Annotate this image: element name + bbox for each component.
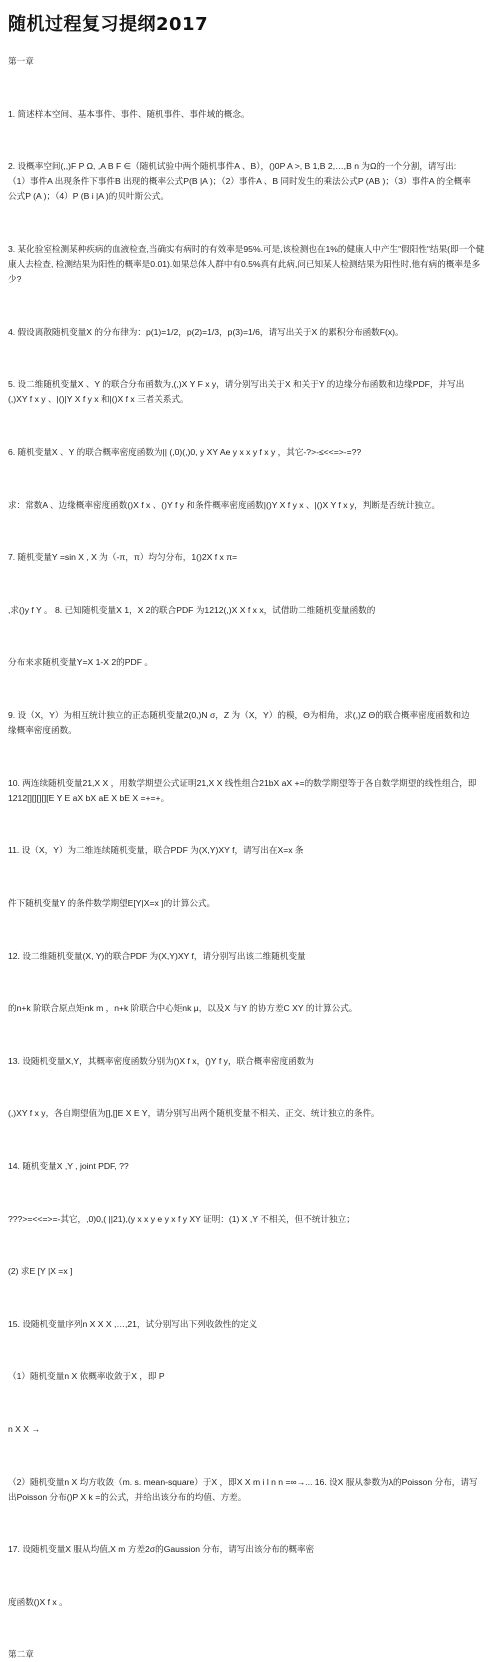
text-line: 少? [8,274,22,285]
document-title: 随机过程复习提纲2017 [8,14,209,35]
line-spacer [8,634,494,640]
text-line: 求：常数A 、边缘概率密度函数()X f x 、()Y f y 和条件概率密度函数|()Y X f y x 、|()X Y f x y，判断是否统计独立。 [8,499,441,510]
text-line: (,)XY f x y，各自期望值为[],[]E X E Y，请分别写出两个随机变量不相关、正交、统计独立的条件。 [8,1108,380,1119]
line-spacer [8,303,494,309]
text-line: 4. 假设离散随机变量X 的分布律为：p(1)=1/2，p(2)=1/3，p(3)=1/6，请写出关于X 的累积分布函数F(x)。 [8,326,404,337]
line-spacer [8,424,494,430]
text-line: 15. 设随机变量序列n X X X ,…,21，试分别写出下列收敛性的定义 [8,1318,258,1329]
text-line: 13. 设随机变量X,Y，其概率密度函数分别为()X f x，()Y f y，联合概率密度函数为 [8,1055,314,1066]
text-line: 1212[][][][][E Y E aX bX aE X bE X =+=+。 [8,792,170,803]
text-line: n X X → [8,1423,40,1434]
text-line: 1. 简述样本空间、基本事件、事件、随机事件、事件域的概念。 [8,108,250,119]
document-body [8,54,494,1662]
text-line: ,求()y f Y 。 8. 已知随机变量X 1，X 2的联合PDF 为1212(,)X X f x x，试借助二维随机变量函数的 [8,604,376,615]
line-spacer [8,1348,494,1354]
line-spacer [8,1521,494,1527]
text-line: 14. 随机变量X ,Y , joint PDF, ?? [8,1160,129,1171]
line-spacer [8,687,494,693]
line-spacer [8,822,494,828]
text-line: (,)XY f x y 、|()|Y X f y x 和|()X f x 三者关系式。 [8,394,189,405]
line-spacer [8,754,494,760]
line-spacer [8,927,494,933]
line-spacer [8,980,494,986]
line-spacer [8,1190,494,1196]
line-spacer [8,220,494,226]
line-spacer [8,1137,494,1143]
text-line: （1）事件A 出现条件下事件B 出现的概率公式P(B |A )；（2）事件A 、B 同时发生的乘法公式P (AB )；（3）事件A 的全概率 [8,176,471,187]
text-line: （1）随机变量n X 依概率收敛于X ，即 P [8,1371,165,1382]
line-spacer [8,874,494,880]
text-line: 第一章 [8,56,34,66]
line-spacer [8,581,494,587]
text-line: 康人去检查, 检测结果为阳性的概率是0.01).如果总体人群中有0.5%真有此病,问已知某人检测结果为阳性时,他有病的概率是多 [8,259,481,270]
text-line: 件下随机变量Y 的条件数学期望E[Y|X=x ]的计算公式。 [8,897,216,908]
text-line: 6. 随机变量X 、Y 的联合概率密度函数为|| (,0)(,)0, y XY Ae y x x y f x y ，其它-?>-≤<<=>-=?? [8,447,362,458]
text-line: 5. 设二维随机变量X 、Y 的联合分布函数为,(,)X Y F x y，请分别写出关于X 和关于Y 的边缘分布函数和边缘PDF，并写出 [8,379,465,390]
line-spacer [8,529,494,535]
text-line: 第二章 [8,1649,34,1660]
line-spacer [8,1626,494,1632]
line-spacer [8,1032,494,1038]
line-spacer [8,138,494,144]
text-line: 3. 某化验室检测某种疾病的血液检查,当确实有病时的有效率是95%.可是,该检测也在1%的健康人中产生"假阳性"结果(即一个健 [8,243,485,254]
text-line: 11. 设（X，Y）为二维连续随机变量，联合PDF 为(X,Y)XY f，请写出在X=x 条 [8,845,304,856]
line-spacer [8,1400,494,1406]
text-line: (2) 求E [Y |X =x ] [8,1266,73,1277]
text-line: 9. 设（X，Y）为相互统计独立的正态随机变量2(0,)N σ，Z 为（X，Y）的模，Θ为相角，求(,)Z Θ的联合概率密度函数和边 [8,710,470,720]
text-line: 分布来求随机变量Y=X 1-X 2的PDF 。 [8,657,153,668]
line-spacer [8,85,494,91]
text-line: 2. 设概率空间(,,)F P Ω, ,A B F ∈（随机试验中两个随机事件A 、B），()0P A >, B 1,B 2,…,B n 为Ω的一个分割，请写出: [8,161,457,172]
text-line: （2）随机变量n X 均方收敛（m. s. mean-square）于X ，即X X m i l n n =∞→... 16. 设X 服从参数为λ的Poisson 分布，请写 [8,1476,478,1487]
line-spacer [8,476,494,482]
text-line: 公式P (A )；（4）P (B i |A )的贝叶斯公式。 [8,191,169,202]
text-line: 出Poisson 分布()P X k =的公式，并给出该分布的均值、方差。 [8,1491,247,1502]
line-spacer [8,1295,494,1301]
line-spacer [8,1085,494,1091]
line-spacer [8,1453,494,1459]
text-line: 17. 设随机变量X 服从均值,X m 方差2σ的Gaussion 分布，请写出该分布的概率密 [8,1544,315,1555]
text-line: 的n+k 阶联合原点矩nk m ，n+k 阶联合中心矩nk μ，以及X 与Y 的协方差C XY 的计算公式。 [8,1003,358,1014]
line-spacer [8,356,494,362]
text-line: 度函数()X f x 。 [8,1596,68,1607]
line-spacer [8,1243,494,1249]
text-line: 10. 两连续随机变量21,X X ，用数学期望公式证明21,X X 线性组合21bX aX +=的数学期望等于各自数学期望的线性组合，即 [8,777,477,788]
text-line: 7. 随机变量Y =sin X , X 为（-π，π）均匀分布，1()2X f x π= [8,552,238,563]
text-line: ???>=<<=>=-其它，,0)0,( ||21),(y x x y e y x f y XY 证明：(1) X ,Y 不相关，但不统计独立； [8,1213,355,1224]
text-line: 12. 设二维随机变量(X, Y)的联合PDF 为(X,Y)XY f，请分别写出该二维随机变量 [8,950,306,961]
line-spacer [8,1573,494,1579]
text-line: 缘概率密度函数。 [8,725,77,736]
